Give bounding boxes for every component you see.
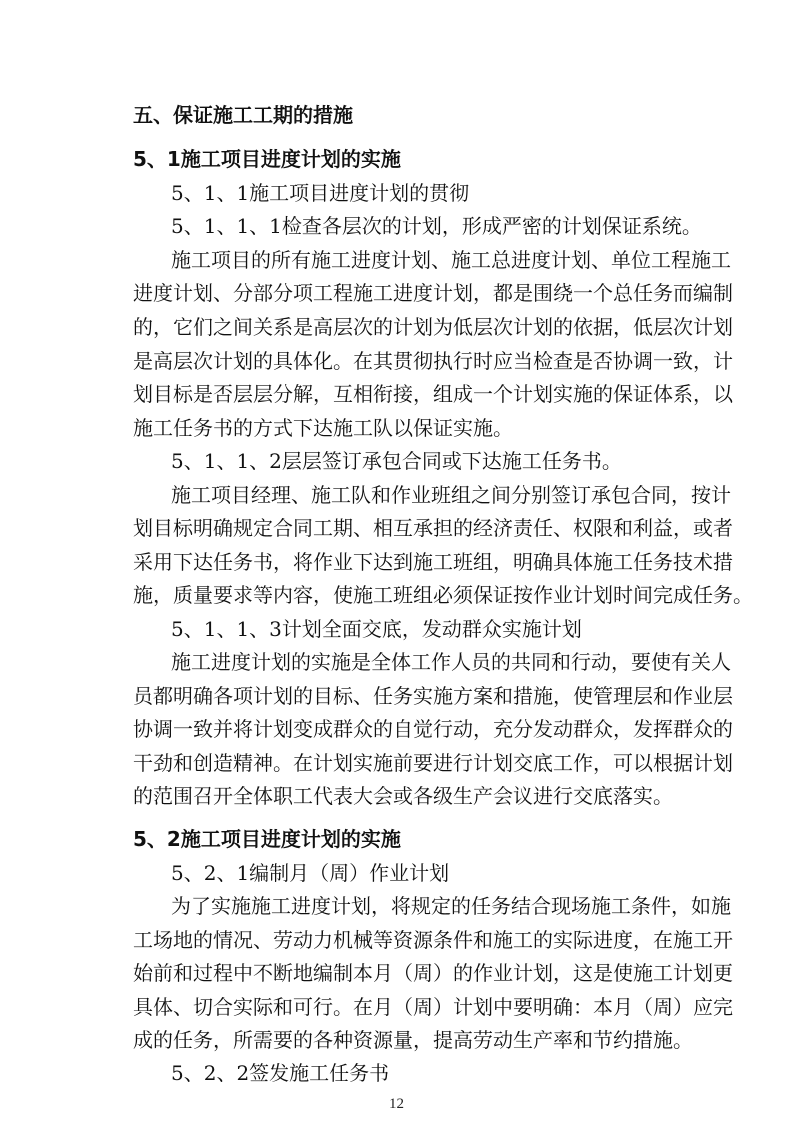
paragraph-line: 进度计划、分部分项工程施工进度计划，都是围绕一个总任务而编制 — [133, 281, 733, 305]
section-heading-5-1: 5、1施工项目进度计划的实施 — [133, 147, 401, 171]
paragraph-line: 采用下达任务书，将作业下达到施工班组，明确具体施工任务技术措 — [133, 550, 733, 574]
item-heading-5-1-1-3: 5、1、1、3计划全面交底，发动群众实施计划 — [171, 617, 582, 641]
paragraph-line: 划目标是否层层分解，互相衔接，组成一个计划实施的保证体系，以 — [133, 382, 733, 406]
item-heading-5-1-1-1: 5、1、1、1检查各层次的计划，形成严密的计划保证系统。 — [171, 214, 702, 238]
paragraph-line: 具体、切合实际和可行。在月（周）计划中要明确：本月（周）应完 — [133, 995, 733, 1019]
paragraph-line: 施工任务书的方式下达施工队以保证实施。 — [133, 416, 513, 440]
paragraph-line: 成的任务，所需要的各种资源量，提高劳动生产率和节约措施。 — [133, 1028, 693, 1052]
subsection-heading-5-2-1: 5、2、1编制月（周）作业计划 — [171, 861, 450, 885]
subsection-heading-5-1-1: 5、1、1施工项目进度计划的贯彻 — [171, 181, 470, 205]
item-heading-5-1-1-2: 5、1、1、2层层签订承包合同或下达施工任务书。 — [171, 449, 622, 473]
paragraph-line: 干劲和创造精神。在计划实施前要进行计划交底工作，可以根据计划 — [133, 751, 733, 775]
paragraph-line: 工场地的情况、劳动力机械等资源条件和施工的实际进度，在施工开 — [133, 928, 733, 952]
paragraph-line: 协调一致并将计划变成群众的自觉行动，充分发动群众，发挥群众的 — [133, 717, 733, 741]
paragraph-line: 的范围召开全体职工代表大会或各级生产会议进行交底落实。 — [133, 784, 673, 808]
paragraph-line: 施工项目的所有施工进度计划、施工总进度计划、单位工程施工 — [171, 248, 731, 272]
page-number: 12 — [389, 1096, 404, 1112]
subsection-heading-5-2-2: 5、2、2签发施工任务书 — [171, 1061, 390, 1085]
chapter-heading: 五、保证施工工期的措施 — [133, 103, 353, 127]
paragraph-line: 施工项目经理、施工队和作业班组之间分别签订承包合同，按计 — [171, 483, 731, 507]
section-heading-5-2: 5、2施工项目进度计划的实施 — [133, 827, 401, 851]
paragraph-line: 始前和过程中不断地编制本月（周）的作业计划，这是使施工计划更 — [133, 961, 733, 985]
paragraph-line: 的，它们之间关系是高层次的计划为低层次计划的依据，低层次计划 — [133, 315, 733, 339]
paragraph-line: 施工进度计划的实施是全体工作人员的共同和行动，要使有关人 — [171, 650, 731, 674]
paragraph-line: 为了实施施工进度计划，将规定的任务结合现场施工条件，如施 — [171, 894, 731, 918]
paragraph-line: 是高层次计划的具体化。在其贯彻执行时应当检查是否协调一致，计 — [133, 349, 733, 373]
paragraph-line: 员都明确各项计划的目标、任务实施方案和措施，使管理层和作业层 — [133, 684, 733, 708]
paragraph-line: 施，质量要求等内容，使施工班组必须保证按作业计划时间完成任务。 — [133, 583, 753, 607]
paragraph-line: 划目标明确规定合同工期、相互承担的经济责任、权限和利益，或者 — [133, 516, 733, 540]
